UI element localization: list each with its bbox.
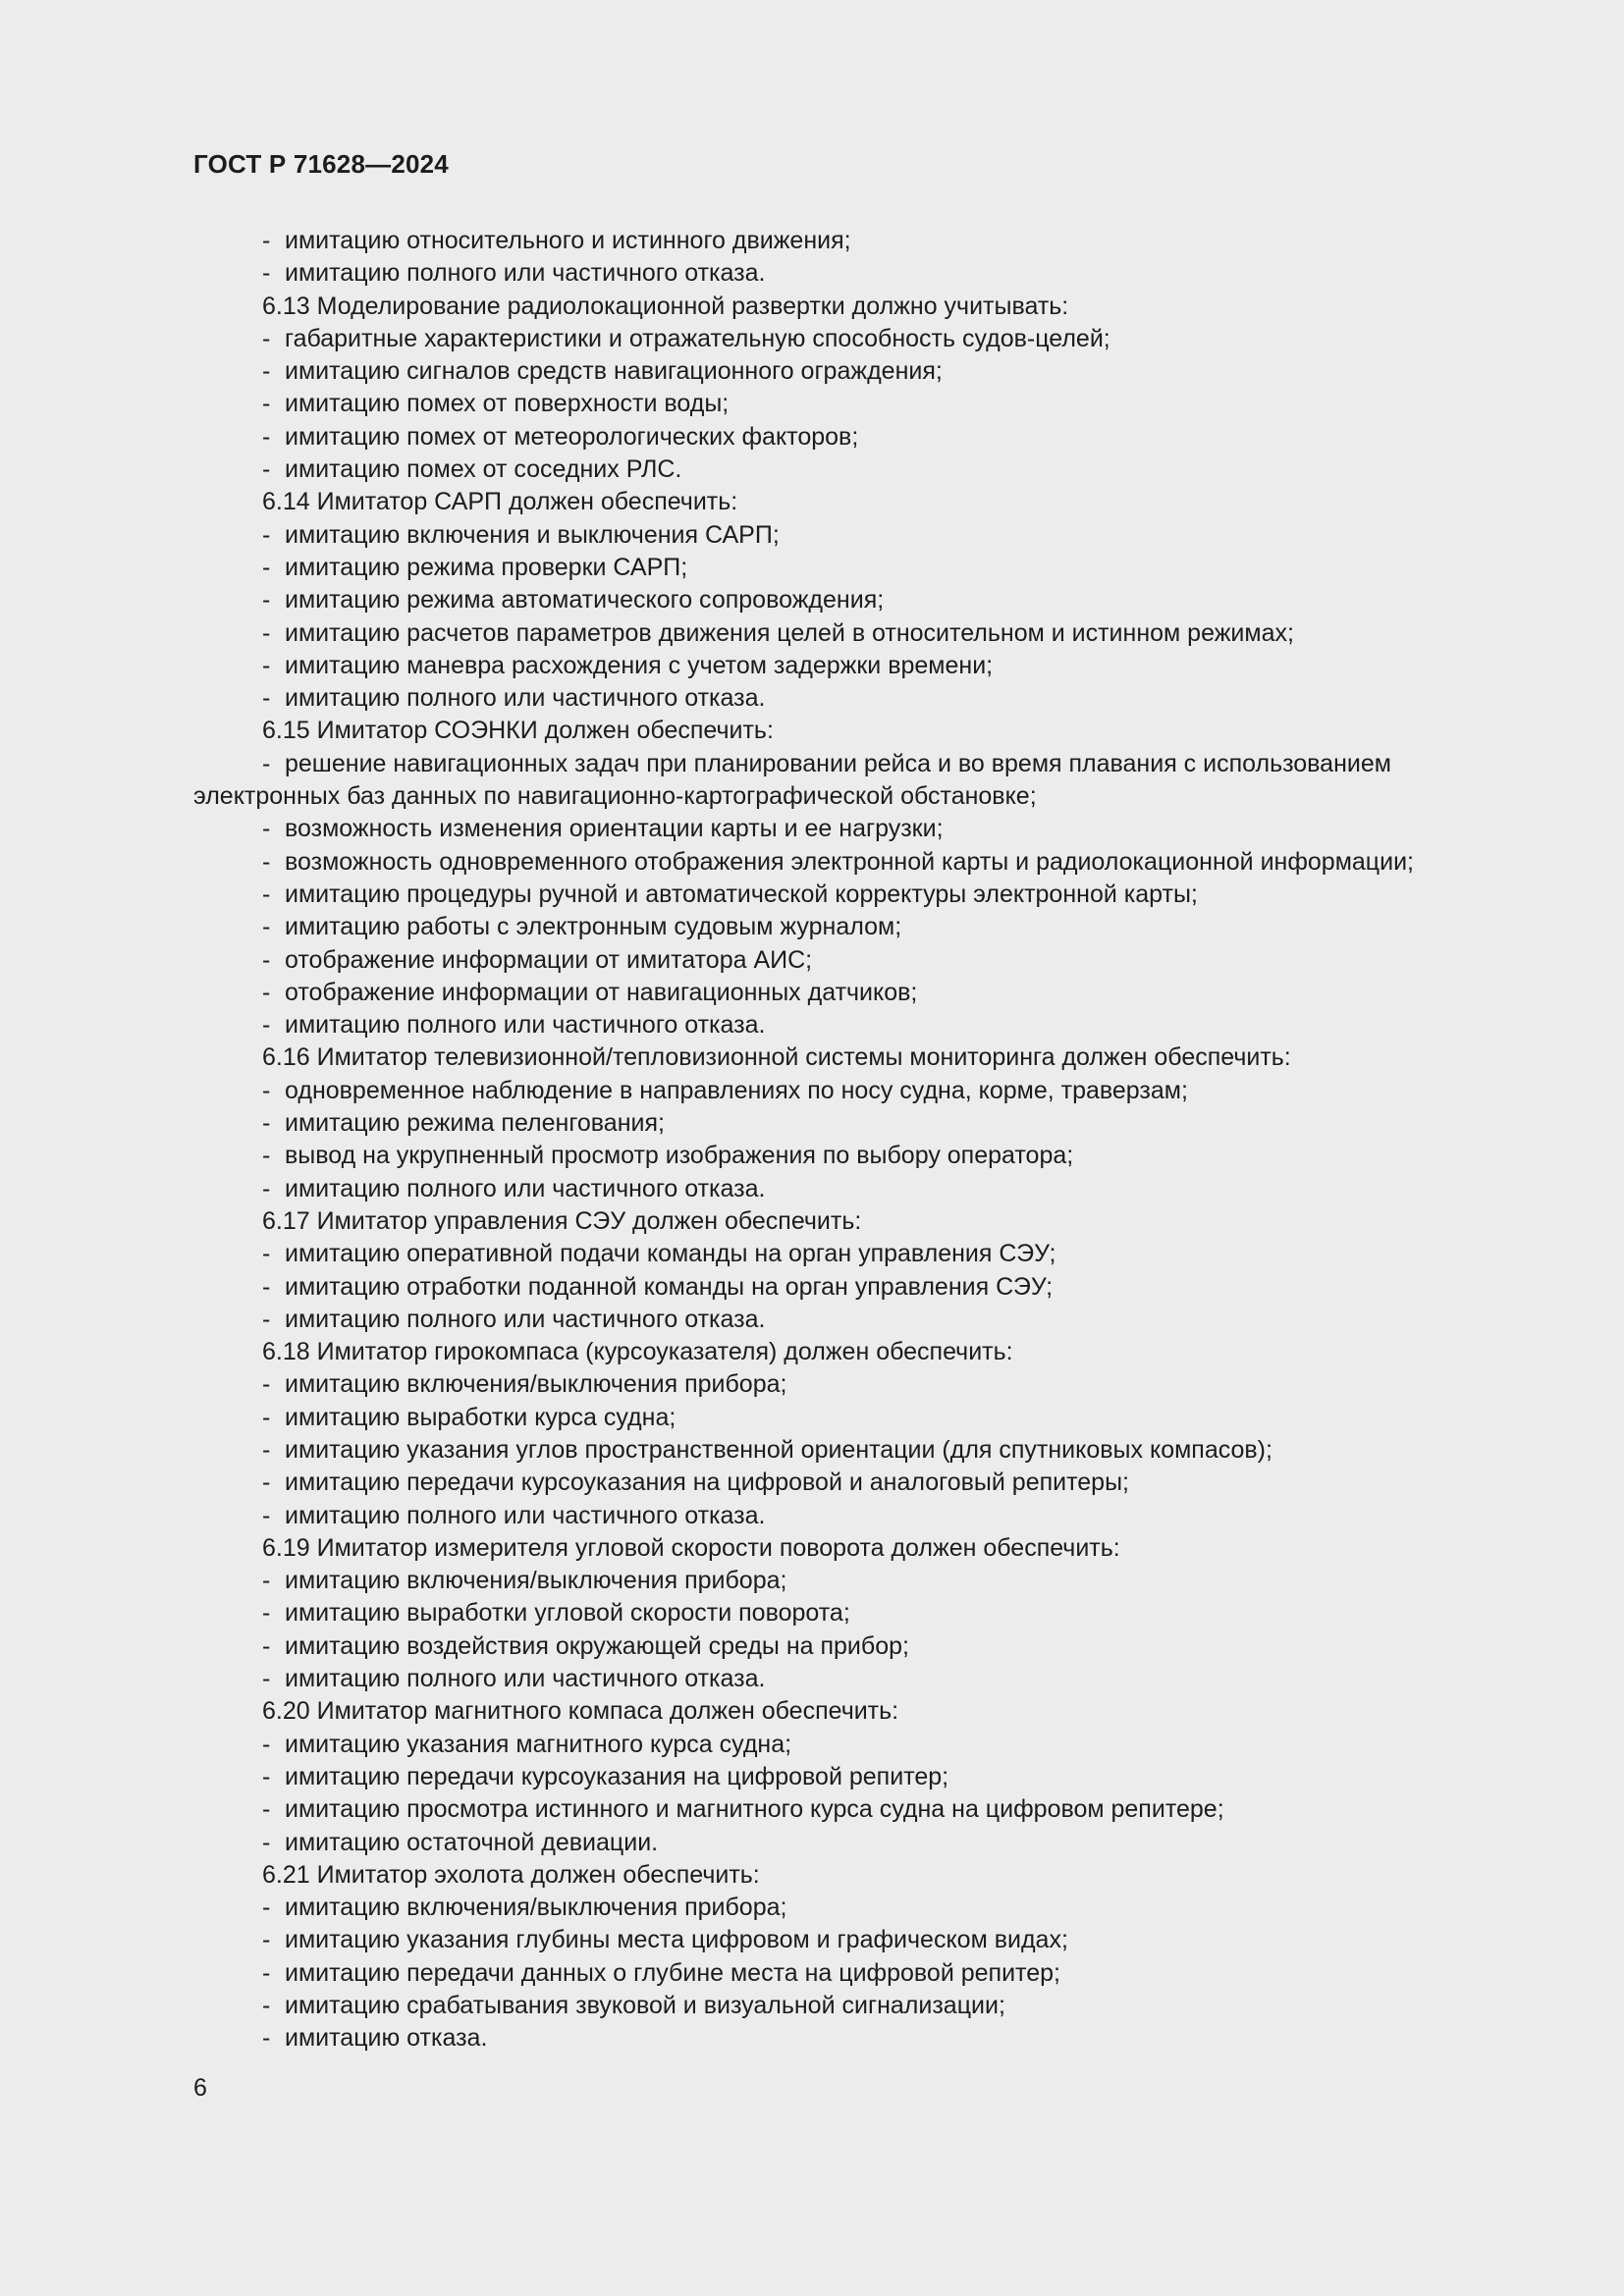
list-item bbox=[193, 617, 1509, 650]
line-text: имитацию включения/выключения прибора; bbox=[285, 1370, 787, 1399]
list-item bbox=[193, 1663, 1509, 1695]
list-item bbox=[193, 944, 1509, 977]
list-item bbox=[193, 1761, 1509, 1793]
bullet-dash: - bbox=[262, 1468, 271, 1497]
line-text: габаритные характеристики и отражательную способность судов-целей; bbox=[285, 324, 1110, 352]
bullet-dash: - bbox=[262, 1567, 271, 1595]
clause-heading bbox=[193, 1336, 1509, 1368]
document-header-title: ГОСТ Р 71628—2024 bbox=[193, 149, 449, 179]
list-item bbox=[193, 1500, 1509, 1532]
bullet-dash: - bbox=[262, 455, 271, 484]
bullet-dash: - bbox=[262, 618, 271, 647]
list-item bbox=[193, 2022, 1509, 2055]
bullet-dash: - bbox=[262, 520, 271, 549]
line-text: 6.18 Имитатор гирокомпаса (курсоуказателя) должен обеспечить: bbox=[262, 1338, 1013, 1366]
line-text: имитацию отработки поданной команды на орган управления СЭУ; bbox=[285, 1272, 1054, 1301]
list-item bbox=[193, 454, 1509, 486]
list-item bbox=[193, 1107, 1509, 1140]
line-text: 6.21 Имитатор эхолота должен обеспечить: bbox=[262, 1860, 760, 1889]
list-item bbox=[193, 879, 1509, 911]
list-item bbox=[193, 1729, 1509, 1761]
clause-heading bbox=[193, 1041, 1509, 1074]
bullet-dash: - bbox=[262, 1631, 271, 1660]
line-text: имитацию полного или частичного отказа. bbox=[285, 1305, 766, 1333]
bullet-dash: - bbox=[262, 1926, 271, 1954]
list-item bbox=[193, 323, 1509, 355]
bullet-dash: - bbox=[262, 1992, 271, 2020]
line-text: имитацию полного или частичного отказа. bbox=[285, 1665, 766, 1693]
line-text: имитацию помех от поверхности воды; bbox=[285, 390, 730, 418]
line-text: возможность изменения ориентации карты и ее нагрузки; bbox=[285, 815, 944, 843]
line-text: имитацию указания глубины места цифровом и графическом видах; bbox=[285, 1926, 1068, 1954]
list-item bbox=[193, 584, 1509, 616]
line-text: 6.19 Имитатор измерителя угловой скорости поворота должен обеспечить: bbox=[262, 1533, 1120, 1562]
bullet-dash: - bbox=[262, 1370, 271, 1399]
list-item bbox=[193, 1402, 1509, 1434]
bullet-dash: - bbox=[262, 847, 271, 876]
line-text: имитацию включения/выключения прибора; bbox=[285, 1567, 787, 1595]
clause-heading bbox=[193, 1205, 1509, 1238]
line-text: отображение информации от имитатора АИС; bbox=[285, 945, 813, 974]
bullet-dash: - bbox=[262, 422, 271, 451]
line-text: имитацию работы с электронным судовым журналом; bbox=[285, 913, 902, 941]
line-text: имитацию включения/выключения прибора; bbox=[285, 1894, 787, 1922]
bullet-dash: - bbox=[262, 749, 271, 777]
line-text: решение навигационных задач при планировании рейса и во время плавания с использованием bbox=[285, 749, 1391, 777]
line-text: имитацию полного или частичного отказа. bbox=[285, 1174, 766, 1202]
line-text: имитацию режима пеленгования; bbox=[285, 1109, 665, 1138]
bullet-dash: - bbox=[262, 1403, 271, 1431]
document-body bbox=[193, 225, 1509, 2056]
bullet-dash: - bbox=[262, 1272, 271, 1301]
list-item bbox=[193, 1565, 1509, 1597]
bullet-dash: - bbox=[262, 1730, 271, 1758]
list-item bbox=[193, 1173, 1509, 1205]
line-text: имитацию выработки курса судна; bbox=[285, 1403, 677, 1431]
list-item bbox=[193, 1924, 1509, 1956]
line-text: имитацию включения и выключения САРП; bbox=[285, 520, 780, 549]
bullet-dash: - bbox=[262, 390, 271, 418]
list-item bbox=[193, 846, 1509, 879]
clause-heading bbox=[193, 291, 1509, 323]
line-text: электронных баз данных по навигационно-картографической обстановке; bbox=[193, 782, 1037, 811]
clause-heading bbox=[193, 1532, 1509, 1565]
line-text: 6.13 Моделирование радиолокационной развертки должно учитывать: bbox=[262, 292, 1069, 320]
line-text: 6.17 Имитатор управления СЭУ должен обеспечить: bbox=[262, 1206, 862, 1235]
list-item bbox=[193, 355, 1509, 388]
bullet-dash: - bbox=[262, 1665, 271, 1693]
list-item bbox=[193, 1827, 1509, 1859]
list-item bbox=[193, 748, 1509, 780]
list-item bbox=[193, 388, 1509, 420]
bullet-dash: - bbox=[262, 1795, 271, 1824]
bullet-dash: - bbox=[262, 1109, 271, 1138]
list-item bbox=[193, 1075, 1509, 1107]
list-item bbox=[193, 421, 1509, 454]
list-item bbox=[193, 1467, 1509, 1499]
list-item bbox=[193, 1009, 1509, 1041]
line-text: имитацию указания магнитного курса судна; bbox=[285, 1730, 792, 1758]
list-item bbox=[193, 1368, 1509, 1401]
bullet-dash: - bbox=[262, 880, 271, 908]
line-text: одновременное наблюдение в направлениях по носу судна, корме, траверзам; bbox=[285, 1076, 1188, 1104]
clause-heading bbox=[193, 715, 1509, 747]
bullet-dash: - bbox=[262, 913, 271, 941]
list-item bbox=[193, 1434, 1509, 1467]
list-item bbox=[193, 813, 1509, 845]
line-text: имитацию маневра расхождения с учетом задержки времени; bbox=[285, 651, 994, 679]
bullet-dash: - bbox=[262, 815, 271, 843]
clause-heading bbox=[193, 486, 1509, 518]
line-text: имитацию передачи данных о глубине места на цифровой репитер; bbox=[285, 1958, 1060, 1987]
line-text: возможность одновременного отображения электронной карты и радиолокационной информации; bbox=[285, 847, 1414, 876]
bullet-dash: - bbox=[262, 1501, 271, 1529]
list-item bbox=[193, 977, 1509, 1009]
list-item bbox=[193, 1597, 1509, 1629]
list-item bbox=[193, 1957, 1509, 1990]
line-text: имитацию полного или частичного отказа. bbox=[285, 1011, 766, 1040]
list-item bbox=[193, 1238, 1509, 1270]
line-text: имитацию выработки угловой скорости поворота; bbox=[285, 1599, 850, 1628]
line-text: имитацию сигналов средств навигационного ограждения; bbox=[285, 357, 943, 386]
bullet-dash: - bbox=[262, 1762, 271, 1790]
list-item bbox=[193, 257, 1509, 290]
bullet-dash: - bbox=[262, 684, 271, 713]
bullet-dash: - bbox=[262, 227, 271, 254]
line-text: имитацию указания углов пространственной ориентации (для спутниковых компасов); bbox=[285, 1435, 1272, 1464]
line-text: имитацию полного или частичного отказа. bbox=[285, 684, 766, 713]
bullet-dash: - bbox=[262, 1174, 271, 1202]
line-text: отображение информации от навигационных датчиков; bbox=[285, 978, 918, 1006]
line-text: имитацию режима проверки САРП; bbox=[285, 553, 688, 581]
line-text: имитацию режима автоматического сопровождения; bbox=[285, 586, 885, 614]
list-item bbox=[193, 1271, 1509, 1304]
page-number: 6 bbox=[193, 2074, 207, 2102]
list-item bbox=[193, 1630, 1509, 1663]
bullet-dash: - bbox=[262, 1599, 271, 1628]
line-text: вывод на укрупненный просмотр изображения по выбору оператора; bbox=[285, 1142, 1074, 1170]
bullet-dash: - bbox=[262, 1828, 271, 1856]
line-text: имитацию оперативной подачи команды на орган управления СЭУ; bbox=[285, 1240, 1056, 1268]
line-text: имитацию отказа. bbox=[285, 2024, 488, 2053]
line-text: имитацию расчетов параметров движения целей в относительном и истинном режимах; bbox=[285, 618, 1294, 647]
bullet-dash: - bbox=[262, 1958, 271, 1987]
clause-heading bbox=[193, 1695, 1509, 1728]
list-item bbox=[193, 650, 1509, 682]
list-item bbox=[193, 1304, 1509, 1336]
list-item bbox=[193, 682, 1509, 715]
bullet-dash: - bbox=[262, 357, 271, 386]
list-item bbox=[193, 1990, 1509, 2022]
bullet-dash: - bbox=[262, 2024, 271, 2053]
line-text: имитацию полного или частичного отказа. bbox=[285, 259, 766, 288]
bullet-dash: - bbox=[262, 1076, 271, 1104]
line-text: имитацию передачи курсоуказания на цифровой и аналоговый репитеры; bbox=[285, 1468, 1129, 1497]
bullet-dash: - bbox=[262, 1011, 271, 1040]
line-text: имитацию процедуры ручной и автоматической корректуры электронной карты; bbox=[285, 880, 1198, 908]
bullet-dash: - bbox=[262, 586, 271, 614]
list-item bbox=[193, 225, 1509, 257]
line-text: 6.15 Имитатор СОЭНКИ должен обеспечить: bbox=[262, 717, 774, 745]
line-text: 6.14 Имитатор САРП должен обеспечить: bbox=[262, 488, 738, 516]
list-item bbox=[193, 1140, 1509, 1172]
line-text: имитацию срабатывания звуковой и визуальной сигнализации; bbox=[285, 1992, 1005, 2020]
list-item bbox=[193, 1793, 1509, 1826]
line-text: имитацию воздействия окружающей среды на прибор; bbox=[285, 1631, 909, 1660]
line-text: 6.20 Имитатор магнитного компаса должен обеспечить: bbox=[262, 1697, 899, 1726]
bullet-dash: - bbox=[262, 553, 271, 581]
list-item bbox=[193, 519, 1509, 552]
line-text: имитацию передачи курсоуказания на цифровой репитер; bbox=[285, 1762, 949, 1790]
line-text: имитацию полного или частичного отказа. bbox=[285, 1501, 766, 1529]
line-text: имитацию остаточной девиации. bbox=[285, 1828, 659, 1856]
bullet-dash: - bbox=[262, 1435, 271, 1464]
bullet-dash: - bbox=[262, 1240, 271, 1268]
list-item bbox=[193, 911, 1509, 943]
bullet-dash: - bbox=[262, 651, 271, 679]
bullet-dash: - bbox=[262, 1894, 271, 1922]
bullet-dash: - bbox=[262, 978, 271, 1006]
clause-heading bbox=[193, 1859, 1509, 1892]
bullet-dash: - bbox=[262, 1142, 271, 1170]
line-text: имитацию помех от метеорологических факторов; bbox=[285, 422, 859, 451]
bullet-dash: - bbox=[262, 259, 271, 288]
list-item bbox=[193, 552, 1509, 584]
line-text: имитацию относительного и истинного движения; bbox=[285, 227, 851, 254]
line-text: имитацию просмотра истинного и магнитного курса судна на цифровом репитере; bbox=[285, 1795, 1224, 1824]
bullet-dash: - bbox=[262, 1305, 271, 1333]
list-item-continuation bbox=[193, 780, 1509, 813]
list-item bbox=[193, 1892, 1509, 1924]
line-text: 6.16 Имитатор телевизионной/тепловизионной системы мониторинга должен обеспечить: bbox=[262, 1043, 1291, 1072]
bullet-dash: - bbox=[262, 324, 271, 352]
line-text: имитацию помех от соседних РЛС. bbox=[285, 455, 682, 484]
bullet-dash: - bbox=[262, 945, 271, 974]
